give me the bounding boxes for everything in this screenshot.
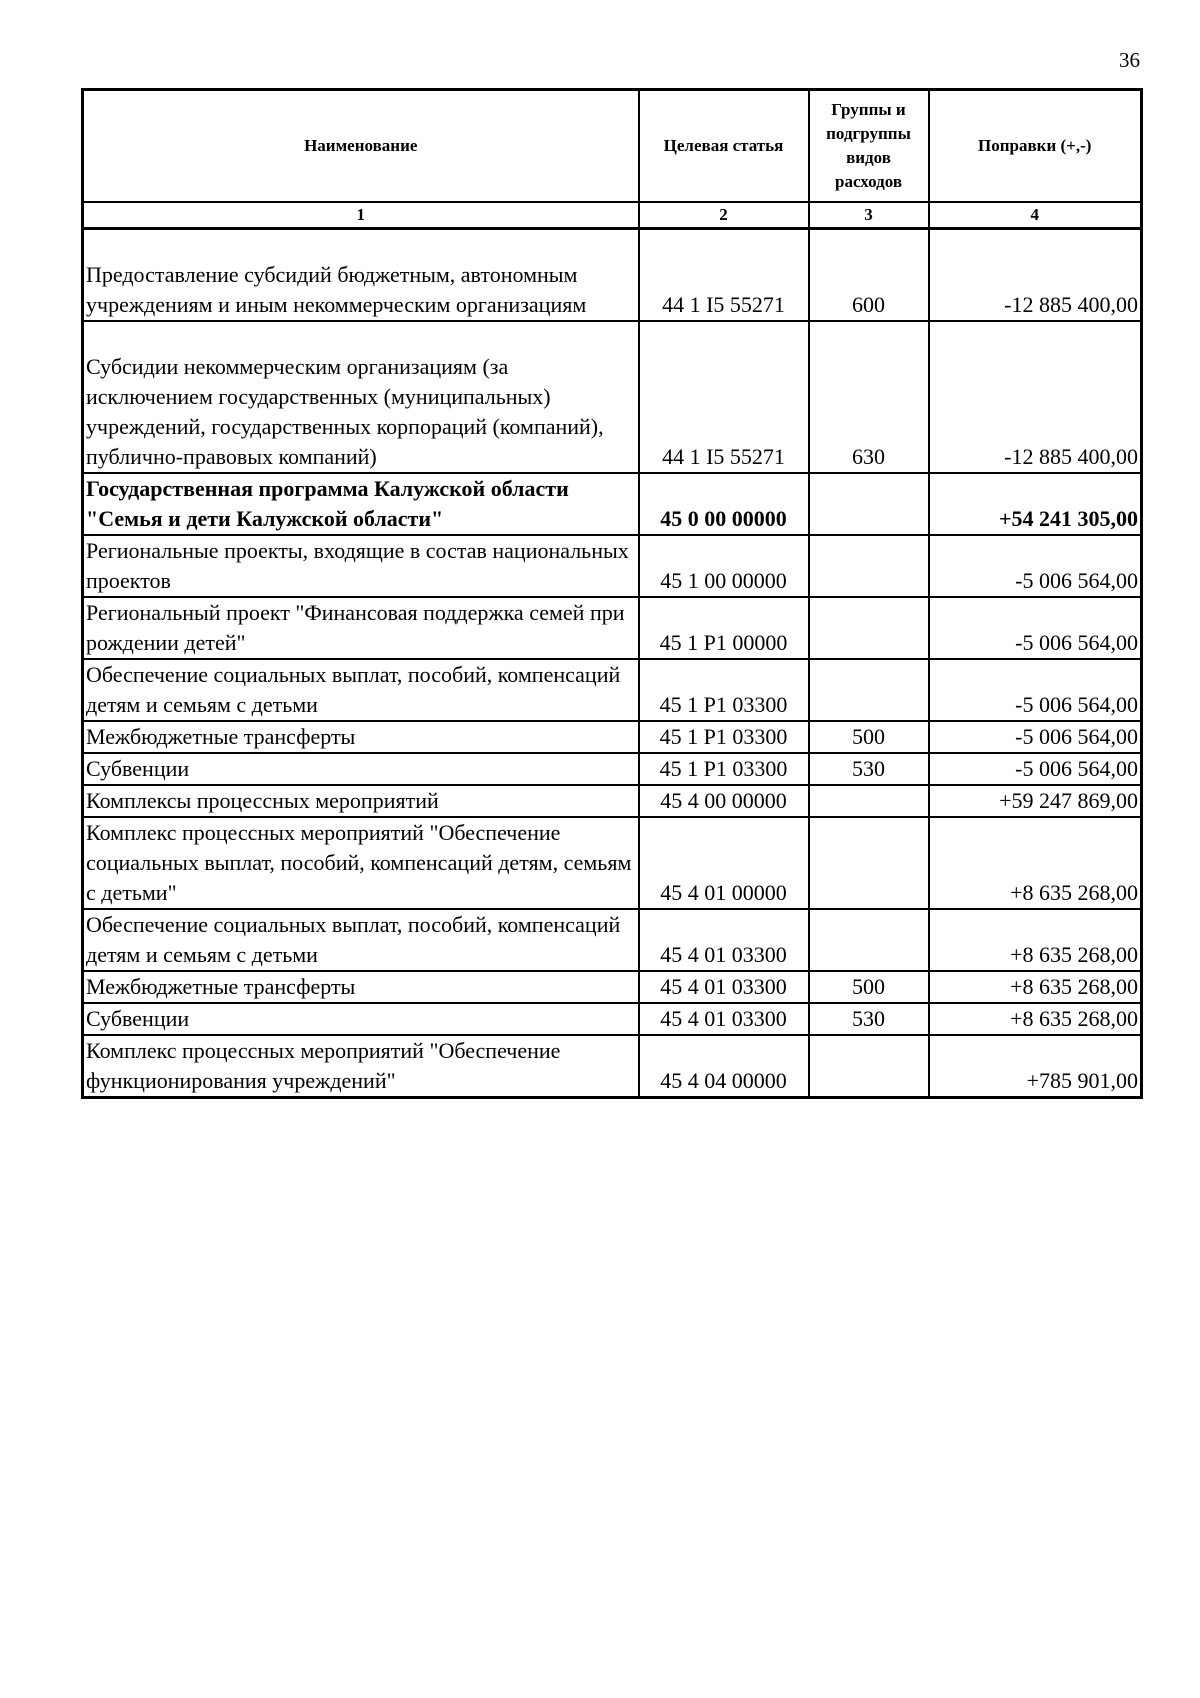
column-number-3: 3 (809, 202, 929, 229)
row-amount: -5 006 564,00 (929, 721, 1142, 753)
row-amount: +8 635 268,00 (929, 909, 1142, 971)
budget-table-wrapper (81, 88, 1143, 1099)
row-group: 630 (809, 321, 929, 473)
header-target-article: Целевая статья (639, 90, 809, 203)
row-code: 45 4 01 03300 (639, 1003, 809, 1035)
row-name: Субвенции (83, 753, 639, 785)
row-name: Субвенции (83, 1003, 639, 1035)
row-name: Комплекс процессных мероприятий "Обеспечение социальных выплат, пособий, компенсаций детям, семьям с детьми" (83, 817, 639, 909)
row-amount: +59 247 869,00 (929, 785, 1142, 817)
row-group: 600 (809, 229, 929, 322)
table-row (83, 473, 1142, 535)
header-amendments: Поправки (+,-) (929, 90, 1142, 203)
table-row (83, 597, 1142, 659)
row-code: 45 1 00 00000 (639, 535, 809, 597)
row-group: 530 (809, 753, 929, 785)
row-amount: -5 006 564,00 (929, 659, 1142, 721)
table-row (83, 1003, 1142, 1035)
table-row (83, 753, 1142, 785)
page-number: 36 (1119, 48, 1140, 72)
table-row (83, 971, 1142, 1003)
column-number-1: 1 (83, 202, 639, 229)
row-amount: +785 901,00 (929, 1035, 1142, 1098)
row-amount: -12 885 400,00 (929, 229, 1142, 322)
row-code: 45 4 01 03300 (639, 971, 809, 1003)
row-amount: +8 635 268,00 (929, 1003, 1142, 1035)
table-header-row (83, 90, 1142, 203)
row-group: 500 (809, 971, 929, 1003)
row-group: 500 (809, 721, 929, 753)
table-row (83, 229, 1142, 322)
row-amount: +54 241 305,00 (929, 473, 1142, 535)
row-group (809, 535, 929, 597)
row-group (809, 597, 929, 659)
row-amount: -5 006 564,00 (929, 597, 1142, 659)
row-code: 45 4 04 00000 (639, 1035, 809, 1098)
row-group (809, 817, 929, 909)
table-row (83, 659, 1142, 721)
table-row (83, 1035, 1142, 1098)
row-group (809, 785, 929, 817)
row-group (809, 1035, 929, 1098)
row-code: 45 0 00 00000 (639, 473, 809, 535)
row-name: Государственная программа Калужской области "Семья и дети Калужской области" (83, 473, 639, 535)
row-name: Предоставление субсидий бюджетным, автономным учреждениям и иным некоммерческим организациям (83, 229, 639, 322)
table-row (83, 909, 1142, 971)
row-name: Региональный проект "Финансовая поддержка семей при рождении детей" (83, 597, 639, 659)
row-group (809, 473, 929, 535)
column-number-2: 2 (639, 202, 809, 229)
row-amount: -12 885 400,00 (929, 321, 1142, 473)
row-amount: -5 006 564,00 (929, 753, 1142, 785)
row-name: Обеспечение социальных выплат, пособий, компенсаций детям и семьям с детьми (83, 909, 639, 971)
row-name: Межбюджетные трансферты (83, 721, 639, 753)
row-group: 530 (809, 1003, 929, 1035)
row-code: 45 4 01 03300 (639, 909, 809, 971)
column-number-4: 4 (929, 202, 1142, 229)
table-row (83, 817, 1142, 909)
row-group (809, 659, 929, 721)
row-name: Межбюджетные трансферты (83, 971, 639, 1003)
row-code: 44 1 I5 55271 (639, 229, 809, 322)
table-row (83, 785, 1142, 817)
header-name: Наименование (83, 90, 639, 203)
table-row (83, 321, 1142, 473)
row-amount: +8 635 268,00 (929, 971, 1142, 1003)
row-code: 45 1 P1 03300 (639, 721, 809, 753)
row-name: Субсидии некоммерческим организациям (за исключением государственных (муниципальных) учреждений, государственных корпораций (компаний), публично-правовых компаний) (83, 321, 639, 473)
row-code: 45 4 01 00000 (639, 817, 809, 909)
table-row (83, 535, 1142, 597)
row-group (809, 909, 929, 971)
table-column-numbers-row (83, 202, 1142, 229)
row-code: 45 1 P1 03300 (639, 753, 809, 785)
row-name: Комплексы процессных мероприятий (83, 785, 639, 817)
row-code: 45 1 P1 03300 (639, 659, 809, 721)
row-amount: -5 006 564,00 (929, 535, 1142, 597)
row-name: Региональные проекты, входящие в состав национальных проектов (83, 535, 639, 597)
budget-amendments-table (81, 88, 1143, 1099)
row-name: Обеспечение социальных выплат, пособий, компенсаций детям и семьям с детьми (83, 659, 639, 721)
row-name: Комплекс процессных мероприятий "Обеспечение функционирования учреждений" (83, 1035, 639, 1098)
row-code: 44 1 I5 55271 (639, 321, 809, 473)
row-code: 45 4 00 00000 (639, 785, 809, 817)
table-row (83, 721, 1142, 753)
row-amount: +8 635 268,00 (929, 817, 1142, 909)
row-code: 45 1 P1 00000 (639, 597, 809, 659)
header-expense-groups: Группы и подгруппы видов расходов (809, 90, 929, 203)
